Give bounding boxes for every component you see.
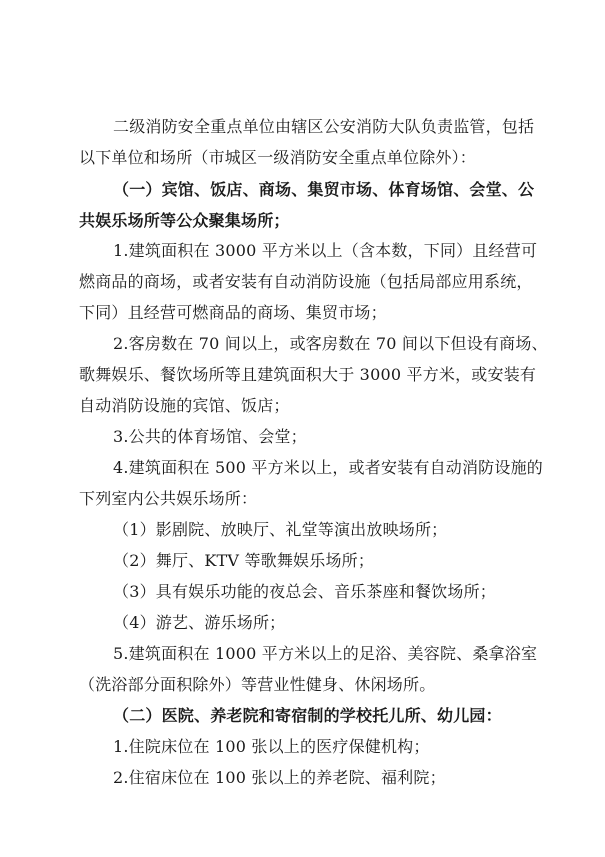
section1-item2-line-2: 歌舞娱乐、餐饮场所等且建筑面积大于 3000 平方米，或安装有 bbox=[79, 365, 537, 384]
section2-heading: （二）医院、养老院和寄宿制的学校托儿所、幼儿园： bbox=[113, 706, 502, 725]
intro-line-1: 二级消防安全重点单位由辖区公安消防大队负责监管，包括 bbox=[113, 117, 535, 136]
section1-item2-line-1: 2.客房数在 70 间以上，或客房数在 70 间以下但设有商场、 bbox=[113, 334, 548, 353]
section1-item1-line-1: 1.建筑面积在 3000 平方米以上（含本数，下同）且经营可 bbox=[113, 241, 538, 260]
section2-item1: 1.住院床位在 100 张以上的医疗保健机构； bbox=[113, 737, 430, 756]
section1-item3-line-1: 3.公共的体育场馆、会堂； bbox=[113, 427, 307, 446]
section2-item2: 2.住宿床位在 100 张以上的养老院、福利院； bbox=[113, 768, 446, 787]
section1-item4-line-2: 下列室内公共娱乐场所： bbox=[79, 489, 258, 508]
section1-item1-line-3: 下同）且经营可燃商品的商场、集贸市场； bbox=[79, 303, 387, 322]
section1-heading-line-1: （一）宾馆、饭店、商场、集贸市场、体育场馆、会堂、公 bbox=[113, 180, 535, 199]
section1-item5-line-2: （洗浴部分面积除外）等营业性健身、休闲场所。 bbox=[79, 675, 436, 694]
section1-item2-line-3: 自动消防设施的宾馆、饭店； bbox=[79, 396, 290, 415]
section1-item4-line-1: 4.建筑面积在 500 平方米以上，或者安装有自动消防设施的 bbox=[113, 458, 543, 477]
section1-item4-sub-2: （2）舞厅、KTV 等歌舞娱乐场所； bbox=[113, 551, 375, 570]
section1-item4-sub-3: （3）具有娱乐功能的夜总会、音乐茶座和餐饮场所； bbox=[113, 582, 496, 601]
section1-item4-sub-4: （4）游艺、游乐场所； bbox=[113, 613, 286, 632]
intro-line-2: 以下单位和场所（市城区一级消防安全重点单位除外）： bbox=[79, 148, 477, 167]
section1-item5-line-1: 5.建筑面积在 1000 平方米以上的足浴、美容院、桑拿浴室 bbox=[113, 644, 538, 663]
section1-item1-line-2: 燃商品的商场，或者安装有自动消防设施（包括局部应用系统， bbox=[79, 272, 533, 291]
section1-item4-sub-1: （1）影剧院、放映厅、礼堂等演出放映场所； bbox=[113, 520, 448, 539]
section1-heading-line-2: 共娱乐场所等公众聚集场所； bbox=[79, 211, 290, 230]
